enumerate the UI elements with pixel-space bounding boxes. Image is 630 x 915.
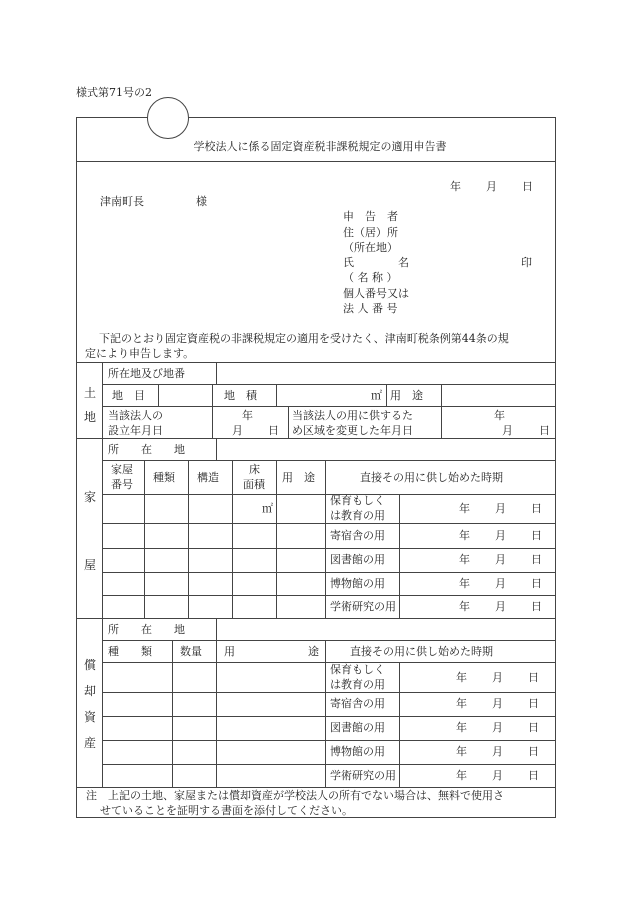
- house-use-2: 寄宿舎の用: [330, 529, 385, 542]
- house-row-2-day: 日: [531, 529, 542, 542]
- header-date-month: 月: [486, 180, 497, 193]
- house-row-4-month: 月: [495, 577, 506, 590]
- dep-section-char-3: 資: [84, 710, 97, 724]
- house-col-number-1: 家屋: [111, 463, 133, 476]
- house-row-2-year: 年: [459, 529, 470, 542]
- dep-row-3-year: 年: [456, 721, 467, 734]
- house-col-kind: 種類: [153, 471, 175, 484]
- house-col-area-1: 床: [249, 463, 260, 476]
- dep-row-1-day: 日: [528, 671, 539, 684]
- land-area-unit: ㎡: [371, 389, 382, 402]
- dep-row-5-month: 月: [492, 769, 503, 782]
- seal-mark: 印: [521, 256, 532, 269]
- dep-row-2-day: 日: [528, 697, 539, 710]
- house-col-use: 用 途: [282, 471, 315, 484]
- land-address-label: 所在地及び地番: [108, 367, 185, 380]
- house-row-5-month: 月: [495, 600, 506, 613]
- land-section-char-1: 土: [84, 386, 97, 400]
- house-col-structure: 構造: [197, 471, 219, 484]
- house-row-2-month: 月: [495, 529, 506, 542]
- land-chimoku-label: 地 目: [112, 389, 145, 402]
- form-code: 様式第71号の2: [76, 86, 152, 99]
- land-est-day: 日: [268, 424, 279, 437]
- land-area-label: 地 積: [224, 389, 257, 402]
- dep-row-1-month: 月: [492, 671, 503, 684]
- house-row-3-month: 月: [495, 553, 506, 566]
- form-title: 学校法人に係る固定資産税非課税規定の適用申告書: [193, 140, 447, 153]
- house-row-4-year: 年: [459, 577, 470, 590]
- dep-use-4: 博物館の用: [330, 745, 385, 758]
- header-date-year: 年: [450, 180, 461, 193]
- dep-use-1-line-2: は教育の用: [330, 678, 385, 691]
- dep-col-qty: 数量: [180, 645, 202, 658]
- dep-row-5-day: 日: [528, 769, 539, 782]
- house-section-char-1: 家: [84, 490, 97, 504]
- house-use-4: 博物館の用: [330, 577, 385, 590]
- land-chg-day: 日: [539, 424, 550, 437]
- house-use-1-line-1: 保育もしく: [330, 494, 385, 507]
- house-col-area-2: 面積: [243, 478, 265, 491]
- applicant-label: 申 告 者: [343, 210, 398, 223]
- dep-row-5-year: 年: [456, 769, 467, 782]
- dep-col-use-1: 用: [224, 645, 235, 658]
- land-est-month: 月: [232, 424, 243, 437]
- dep-use-2: 寄宿舎の用: [330, 697, 385, 710]
- dep-row-2-month: 月: [492, 697, 503, 710]
- dep-section-char-4: 産: [84, 736, 97, 750]
- dep-row-4-year: 年: [456, 745, 467, 758]
- house-use-1-line-2: は教育の用: [330, 509, 385, 522]
- honorific: 様: [196, 195, 207, 208]
- addressee: 津南町長: [100, 195, 144, 208]
- dep-col-use-2: 途: [308, 645, 319, 658]
- location-label: （所在地）: [343, 241, 398, 254]
- land-change-label-1: 当該法人の用に供するた: [292, 409, 413, 422]
- land-chg-year: 年: [494, 409, 505, 422]
- dep-row-3-day: 日: [528, 721, 539, 734]
- house-col-date: 直接その用に供し始めた時期: [360, 471, 503, 484]
- dep-col-date: 直接その用に供し始めた時期: [350, 645, 493, 658]
- land-use-label: 用 途: [390, 389, 423, 402]
- header-date-day: 日: [522, 180, 533, 193]
- dep-row-4-month: 月: [492, 745, 503, 758]
- id-label-1: 個人番号又は: [343, 287, 409, 300]
- statement-line-1: 下記のとおり固定資産税の非課税規定の適用を受けたく、津南町税条例第44条の規: [99, 332, 509, 345]
- house-row-1-month: 月: [495, 502, 506, 515]
- house-row-3-year: 年: [459, 553, 470, 566]
- address-label: 住（居）所: [343, 226, 398, 239]
- land-section-char-2: 地: [84, 410, 97, 424]
- house-row-5-year: 年: [459, 600, 470, 613]
- statement-line-2: 定により申告します。: [85, 347, 195, 360]
- dep-row-3-month: 月: [492, 721, 503, 734]
- name-sub-label: （ 名 称 ）: [343, 271, 398, 284]
- house-row-5-day: 日: [531, 600, 542, 613]
- form-frame: [76, 117, 556, 818]
- dep-section-char-2: 却: [84, 684, 97, 698]
- note-line-1: 注 上記の土地、家屋または償却資産が学校法人の所有でない場合は、無料で使用さ: [86, 789, 504, 802]
- dep-col-kind: 種 類: [108, 645, 152, 658]
- house-row-4-day: 日: [531, 577, 542, 590]
- dep-location-label: 所 在 地: [108, 623, 185, 636]
- title-divider: [76, 161, 556, 162]
- land-est-year: 年: [242, 409, 253, 422]
- house-area-unit: ㎡: [262, 502, 273, 515]
- house-use-3: 図書館の用: [330, 553, 385, 566]
- house-use-5: 学術研究の用: [330, 600, 396, 613]
- dep-use-3: 図書館の用: [330, 721, 385, 734]
- land-est-label-1: 当該法人の: [108, 409, 163, 422]
- name-label: 氏 名: [343, 256, 409, 269]
- dep-row-4-day: 日: [528, 745, 539, 758]
- house-section-char-2: 屋: [84, 558, 97, 572]
- dep-row-1-year: 年: [456, 671, 467, 684]
- house-row-1-year: 年: [459, 502, 470, 515]
- house-location-label: 所 在 地: [108, 443, 185, 456]
- dep-use-1-line-1: 保育もしく: [330, 663, 385, 676]
- house-col-number-2: 番号: [111, 478, 133, 491]
- note-line-2: せていることを証明する書面を添付してください。: [100, 804, 353, 817]
- dep-section-char-1: 償: [84, 658, 97, 672]
- dep-use-5: 学術研究の用: [330, 769, 396, 782]
- dep-row-2-year: 年: [456, 697, 467, 710]
- house-row-3-day: 日: [531, 553, 542, 566]
- house-row-1-day: 日: [531, 502, 542, 515]
- reception-stamp: [147, 97, 189, 139]
- land-change-label-2: め区域を変更した年月日: [292, 424, 413, 437]
- id-label-2: 法 人 番 号: [343, 302, 398, 315]
- land-chg-month: 月: [502, 424, 513, 437]
- land-est-label-2: 設立年月日: [108, 424, 163, 437]
